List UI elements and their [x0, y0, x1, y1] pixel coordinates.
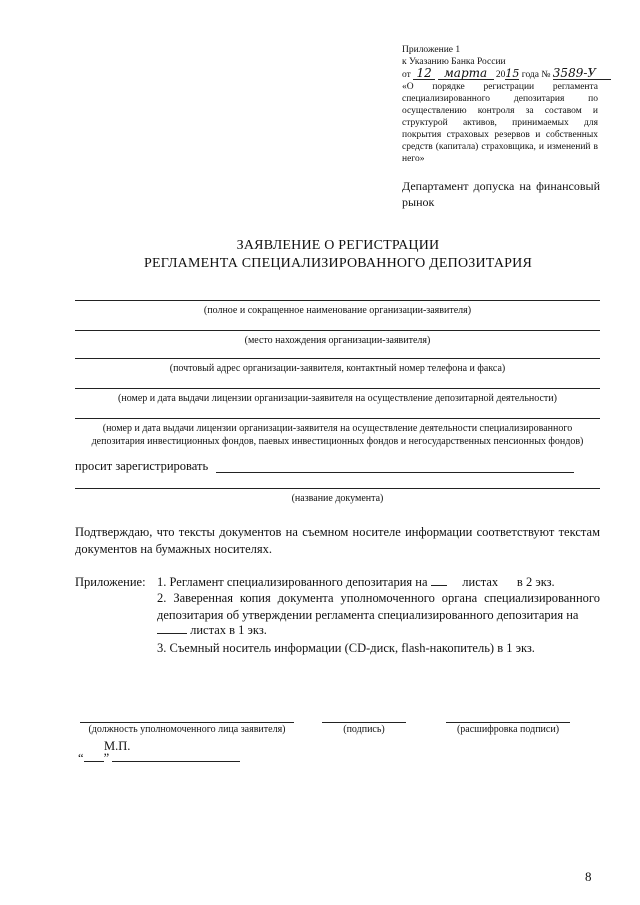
annex-line-2: к Указанию Банка России [402, 57, 506, 67]
attachment-item-1-pages-word: листах [462, 575, 499, 589]
signature-date-line [78, 750, 240, 767]
request-label: просит зарегистрировать [75, 459, 209, 473]
attachments-label: Приложение: [75, 575, 146, 589]
annex-date-line [402, 68, 598, 81]
document-title-line-2: РЕГЛАМЕНТА СПЕЦИАЛИЗИРОВАННОГО ДЕПОЗИТАРИЯ [144, 256, 532, 271]
signature-decode-line[interactable] [446, 722, 570, 723]
field-document-title-caption: (название документа) [291, 493, 384, 504]
confirmation-text: Подтверждаю, что тексты документов на съемном носителе информации соответствуют текстам документов на бумажных носителях. [75, 525, 600, 556]
field-org-name-caption: (полное и сокращенное наименование организации-заявителя) [203, 305, 472, 316]
attachment-item-2-text: 2. Заверенная копия документа уполномоченного органа специализированного депозитария об утверждении регламента специализированного депозитария на [157, 591, 600, 622]
attachment-item-1 [157, 574, 600, 591]
field-depository-license-caption: (номер и дата выдачи лицензии организации-заявителя на осуществление депозитарной деятельности) [118, 393, 557, 404]
signature-date-day-blank[interactable] [84, 750, 104, 762]
annex-date-number: 3589-У [553, 68, 611, 80]
attachment-item-1-text: 1. Регламент специализированного депозитария на [157, 575, 428, 589]
department-recipient: Департамент допуска на финансовый рынок [402, 179, 600, 209]
field-location-line[interactable] [75, 330, 600, 331]
signature-decode-caption: (расшифровка подписи) [456, 724, 560, 735]
signature-date-open-quote: “ [78, 751, 84, 765]
attachment-item-1-pages-blank[interactable] [431, 574, 447, 586]
signature-sign-line[interactable] [322, 722, 406, 723]
field-postal-caption: (почтовый адрес организации-заявителя, контактный номер телефона и факса) [169, 363, 506, 374]
annex-date-month: марта [438, 68, 494, 80]
annex-date-day: 12 [413, 68, 435, 80]
annex-date-year-prefix: 20 [495, 70, 506, 80]
request-document-line[interactable] [216, 472, 574, 473]
annex-line-1: Приложение 1 [402, 45, 461, 55]
field-special-depository-license-caption: (номер и дата выдачи лицензии организации-заявителя на осуществление деятельности специализированного депозитария инвестиционных фондов, паевых инвестиционных фондов и негосударственных пенсионных фондов) [91, 423, 584, 447]
field-org-name-line[interactable] [75, 300, 600, 301]
signature-position-line[interactable] [80, 722, 294, 723]
annex-text: «О порядке регистрации регламента специализированного депозитария по осуществлению контроля за составом и структурой активов, принимаемых для покрытия страховых резервов и собственных средств (капитала) страховщика, и изменений в него» [402, 82, 598, 164]
field-postal-line[interactable] [75, 358, 600, 359]
page-number: 8 [585, 869, 592, 884]
signature-date-close-quote: ” [103, 751, 110, 765]
annex-date-year-word: года № [521, 70, 551, 80]
signature-sign-caption: (подпись) [343, 724, 385, 735]
attachment-item-2-pages-word: листах в 1 экз. [190, 623, 267, 637]
annex-date-year-suffix: 15 [505, 67, 520, 80]
stamp-placeholder: М.П. [104, 739, 131, 753]
document-title-line-1: ЗАЯВЛЕНИЕ О РЕГИСТРАЦИИ [236, 238, 440, 253]
field-depository-license-line[interactable] [75, 388, 600, 389]
field-location-caption: (место нахождения организации-заявителя) [244, 335, 431, 346]
annex-date-prefix: от [402, 70, 411, 80]
attachment-item-2-tail [157, 622, 267, 639]
attachment-item-1-copies: в 2 экз. [516, 575, 555, 589]
attachment-item-3: 3. Съемный носитель информации (CD-диск, flash-накопитель) в 1 экз. [157, 641, 535, 655]
field-special-depository-license-line[interactable] [75, 418, 600, 419]
attachment-item-2-pages-blank[interactable] [157, 622, 187, 634]
annex-header [402, 44, 598, 165]
attachment-item-2 [157, 590, 600, 624]
signature-position-caption: (должность уполномоченного лица заявителя) [88, 724, 286, 735]
signature-date-month-year-blank[interactable] [112, 750, 240, 762]
field-document-title-line[interactable] [75, 488, 600, 489]
